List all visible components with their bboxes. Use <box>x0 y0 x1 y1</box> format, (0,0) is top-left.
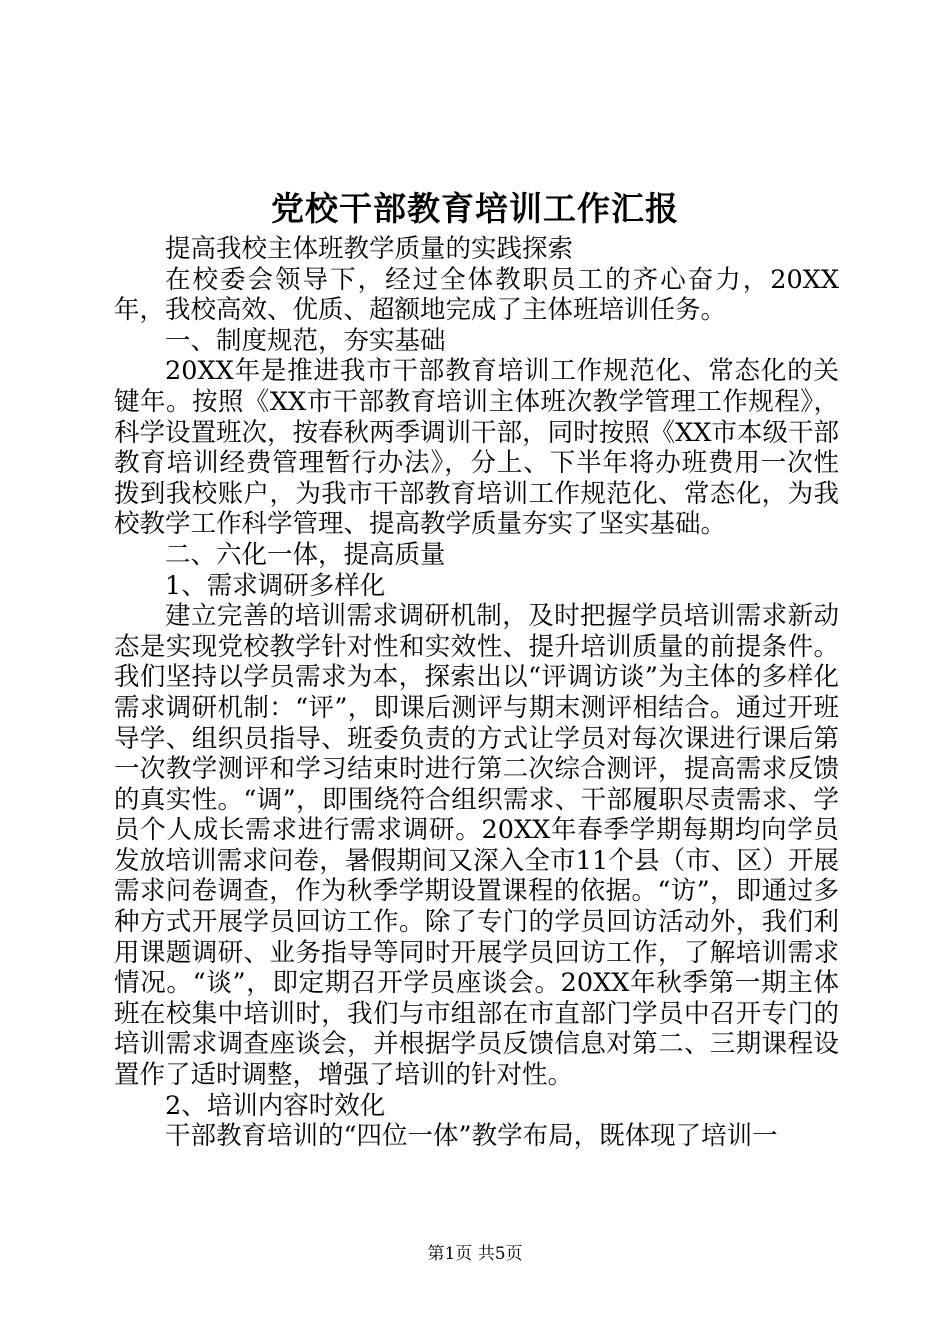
paragraph-section-1: 20XX年是推进我市干部教育培训工作规范化、常态化的关键年。按照《XX市干部教育培训主体班次教学管理工作规程》，科学设置班次，按春秋两季调训干部，同时按照《XX市本级干部教育培训经费管理暂行办法》，分上、下半年将办班费用一次性拨到我校账户，为我市干部教育培训工作规范化、常态化，为我校教学工作科学管理、提高教学质量夯实了坚实基础。 <box>114 356 839 540</box>
paragraph-intro: 在校委会领导下，经过全体教职员工的齐心奋力，20XX年，我校高效、优质、超额地完成了主体班培训任务。 <box>114 264 839 326</box>
paragraph-subtitle: 提高我校主体班教学质量的实践探索 <box>165 234 574 264</box>
heading-section-1: 一、制度规范，夯实基础 <box>165 325 446 356</box>
paragraph-subsection-1: 建立完善的培训需求调研机制，及时把握学员培训需求新动态是实现党校教学针对性和实效性、提升培训质量的前提条件。我们坚持以学员需求为本，探索出以“评调访谈”为主体的多样化需求调研机制：“评”，即课后测评与期末测评相结合。通过开班导学、组织员指导、班委负责的方式让学员对每次课进行课后第一次教学测评和学习结束时进行第二次综合测评，提高需求反馈的真实性。“调”，即围绕符合组织需求、干部履职尽责需求、学员个人成长需求进行需求调研。20XX年春季学期每期均向学员发放培训需求问卷，暑假期间又深入全市11个县（市、区）开展需求问卷调查，作为秋季学期设置课程的依据。“访”，即通过多种方式开展学员回访工作。除了专门的学员回访活动外，我们利用课题调研、业务指导等同时开展学员回访工作，了解培训需求情况。“谈”，即定期召开学员座谈会。20XX年秋季第一期主体班在校集中培训时，我们与市组部在市直部门学员中召开专门的培训需求调查座谈会，并根据学员反馈信息对第二、三期课程设置作了适时调整，增强了培训的针对性。 <box>114 601 839 1091</box>
heading-section-2: 二、六化一体，提高质量 <box>165 539 446 570</box>
page-footer: 第1页 共5页 <box>427 1244 523 1264</box>
document-body <box>114 234 839 1152</box>
heading-subsection-1: 1、需求调研多样化 <box>165 570 386 601</box>
heading-subsection-2: 2、培训内容时效化 <box>165 1090 386 1121</box>
paragraph-subsection-2: 干部教育培训的“四位一体”教学布局，既体现了培训一 <box>165 1121 778 1152</box>
document-title: 党校干部教育培训工作汇报 <box>271 189 679 228</box>
